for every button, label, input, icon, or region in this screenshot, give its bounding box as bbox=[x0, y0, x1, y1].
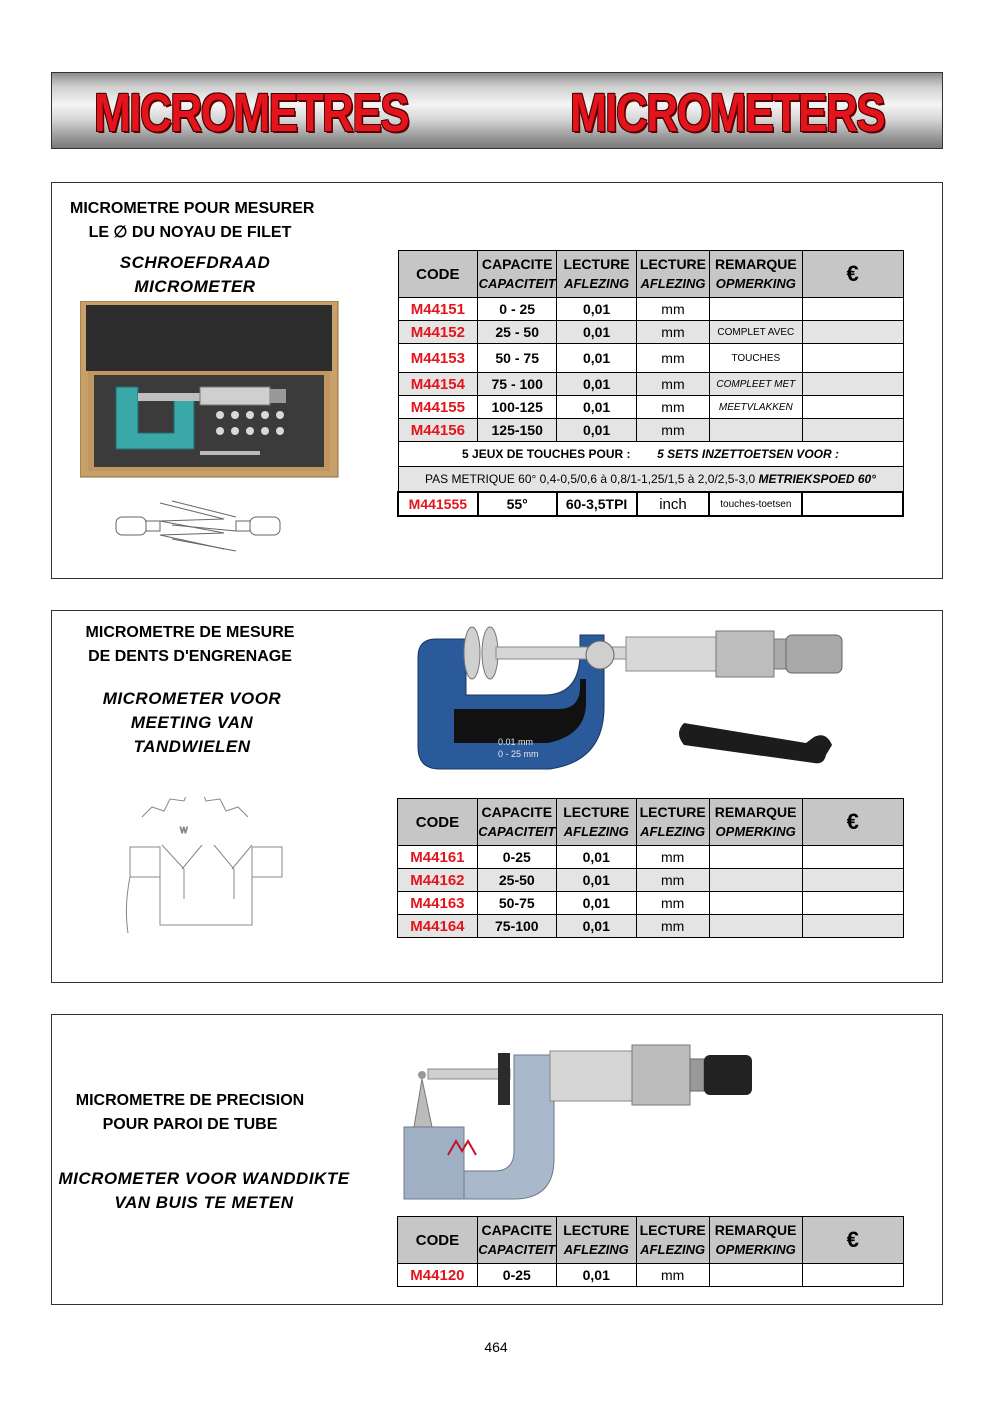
remark-cell bbox=[709, 846, 802, 869]
capacity-cell: 50 - 75 bbox=[478, 344, 557, 373]
reading-cell: 0,01 bbox=[557, 396, 637, 419]
product-code: M44154 bbox=[398, 373, 478, 396]
reading-cell: 0,01 bbox=[556, 892, 636, 915]
product-code: M44155 bbox=[398, 396, 478, 419]
reading-cell: 0,01 bbox=[557, 298, 637, 321]
table-row bbox=[398, 1264, 904, 1287]
svg-text:W: W bbox=[180, 826, 188, 835]
product-code: M44152 bbox=[398, 321, 478, 344]
capacity-cell: 100-125 bbox=[478, 396, 557, 419]
remark-cell bbox=[709, 298, 802, 321]
section-gear-tooth-micrometer bbox=[51, 610, 943, 983]
remark-cell: COMPLEET MET bbox=[709, 373, 802, 396]
unit-cell: mm bbox=[637, 373, 710, 396]
header-code: CODE bbox=[398, 251, 478, 298]
reading-cell: 0,01 bbox=[557, 373, 637, 396]
table-row bbox=[398, 344, 903, 373]
header-remark: REMARQUE OPMERKING bbox=[709, 251, 802, 298]
header-reading: LECTURE AFLEZING bbox=[556, 1217, 636, 1264]
unit-cell: mm bbox=[636, 869, 709, 892]
header-price: € bbox=[802, 251, 903, 298]
unit-cell: mm bbox=[637, 396, 710, 419]
table-row bbox=[398, 298, 903, 321]
table-row bbox=[398, 892, 904, 915]
remark-cell bbox=[709, 892, 802, 915]
header-reading-unit: LECTURE AFLEZING bbox=[636, 799, 709, 846]
tube-micrometer-table bbox=[397, 1216, 904, 1287]
table-row bbox=[398, 321, 903, 344]
product-code: M44120 bbox=[398, 1264, 478, 1287]
unit-cell: mm bbox=[636, 892, 709, 915]
capacity-cell: 0-25 bbox=[477, 1264, 556, 1287]
section3-title-nl: MICROMETER VOOR WANDDIKTE VAN BUIS TE METEN bbox=[58, 1169, 350, 1212]
remark-cell: TOUCHES bbox=[709, 344, 802, 373]
header-code: CODE bbox=[398, 1217, 478, 1264]
note-touches: 5 JEUX DE TOUCHES POUR : 5 SETS INZETTOETSEN VOOR : bbox=[398, 442, 903, 467]
capacity-cell: 125-150 bbox=[478, 419, 557, 442]
remark-cell: touches-toetsen bbox=[709, 492, 802, 516]
table-row bbox=[398, 419, 903, 442]
capacity-cell: 75 - 100 bbox=[478, 373, 557, 396]
title-banner bbox=[51, 72, 943, 149]
section3-title-fr: MICROMETRE DE PRECISION POUR PAROI DE TUBE bbox=[75, 1092, 305, 1133]
remark-cell: MEETVLAKKEN bbox=[709, 396, 802, 419]
remark-cell bbox=[709, 1264, 802, 1287]
price-cell bbox=[802, 321, 903, 344]
dial-label-line1: 0.01 mm bbox=[498, 737, 534, 747]
capacity-cell: 0-25 bbox=[477, 846, 556, 869]
table-note-row bbox=[398, 442, 903, 467]
capacity-cell: 75-100 bbox=[477, 915, 556, 938]
gear-micrometer-image bbox=[414, 617, 854, 785]
reading-cell: 0,01 bbox=[557, 344, 637, 373]
reading-cell: 0,01 bbox=[557, 419, 637, 442]
price-cell bbox=[802, 846, 903, 869]
capacity-cell: 25-50 bbox=[477, 869, 556, 892]
capacity-cell: 25 - 50 bbox=[478, 321, 557, 344]
price-cell bbox=[802, 396, 903, 419]
header-code: CODE bbox=[398, 799, 478, 846]
gear-micrometer-table bbox=[397, 798, 904, 938]
table-header-row bbox=[398, 799, 904, 846]
section-tube-wall-micrometer bbox=[51, 1014, 943, 1305]
price-cell bbox=[802, 492, 903, 516]
header-capacity: CAPACITE CAPACITEIT bbox=[477, 1217, 556, 1264]
reading-cell: 0,01 bbox=[556, 869, 636, 892]
dial-label-line2: 0 - 25 mm bbox=[498, 749, 539, 759]
header-remark: REMARQUE OPMERKING bbox=[709, 1217, 802, 1264]
table-row bbox=[398, 915, 904, 938]
tube-micrometer-image bbox=[398, 1029, 758, 1205]
table-row bbox=[398, 396, 903, 419]
price-cell bbox=[802, 892, 903, 915]
gear-diagram-image bbox=[122, 797, 322, 937]
product-code: M44162 bbox=[398, 869, 478, 892]
table-row bbox=[398, 846, 904, 869]
reading-cell: 60-3,5TPI bbox=[557, 492, 637, 516]
header-price: € bbox=[802, 799, 903, 846]
note-pitch: PAS METRIQUE 60° 0,4-0,5/0,6 à 0,8/1-1,25/1,5 à 2,0/2,5-3,0 METRIEKSPOED 60° bbox=[398, 467, 903, 493]
price-cell bbox=[802, 373, 903, 396]
product-code: M441555 bbox=[398, 492, 478, 516]
page-number: 464 bbox=[484, 1339, 508, 1355]
thread-micrometer-table bbox=[397, 250, 904, 517]
section2-title-fr: MICROMETRE DE MESURE DE DENTS D'ENGRENAGE bbox=[85, 624, 295, 665]
banner-title-fr: MICROMETRES bbox=[94, 83, 409, 143]
thread-diagram-image bbox=[112, 499, 292, 555]
header-remark: REMARQUE OPMERKING bbox=[709, 799, 802, 846]
capacity-cell: 50-75 bbox=[477, 892, 556, 915]
header-capacity: CAPACITE CAPACITEIT bbox=[477, 799, 556, 846]
unit-cell: mm bbox=[637, 344, 710, 373]
section2-title-nl: MICROMETER VOOR MEETING VAN TANDWIELEN bbox=[102, 689, 282, 756]
remark-cell bbox=[709, 869, 802, 892]
unit-cell: mm bbox=[637, 321, 710, 344]
section1-title-nl: SCHROEFDRAAD MICROMETER bbox=[119, 253, 271, 296]
header-capacity: CAPACITE CAPACITEIT bbox=[478, 251, 557, 298]
price-cell bbox=[802, 419, 903, 442]
product-code: M44161 bbox=[398, 846, 478, 869]
table-row bbox=[398, 869, 904, 892]
price-cell bbox=[802, 344, 903, 373]
section1-title-fr: MICROMETRE POUR MESURER LE ∅ DU NOYAU DE FILET bbox=[70, 200, 315, 241]
price-cell bbox=[802, 869, 903, 892]
remark-cell bbox=[709, 915, 802, 938]
table-row bbox=[398, 373, 903, 396]
unit-cell: mm bbox=[637, 298, 710, 321]
unit-cell: mm bbox=[636, 1264, 709, 1287]
table-note-row bbox=[398, 467, 903, 493]
thread-micrometer-case-image bbox=[80, 301, 340, 479]
remark-cell: COMPLET AVEC bbox=[709, 321, 802, 344]
price-cell bbox=[802, 1264, 903, 1287]
reading-cell: 0,01 bbox=[556, 915, 636, 938]
table-row bbox=[398, 492, 903, 516]
table-header-row bbox=[398, 251, 903, 298]
reading-cell: 0,01 bbox=[557, 321, 637, 344]
reading-cell: 0,01 bbox=[556, 846, 636, 869]
product-code: M44163 bbox=[398, 892, 478, 915]
capacity-cell: 0 - 25 bbox=[478, 298, 557, 321]
table-header-row bbox=[398, 1217, 904, 1264]
header-price: € bbox=[802, 1217, 903, 1264]
section-thread-micrometer bbox=[51, 182, 943, 579]
unit-cell: mm bbox=[637, 419, 710, 442]
product-code: M44164 bbox=[398, 915, 478, 938]
capacity-cell: 55° bbox=[478, 492, 557, 516]
unit-cell: mm bbox=[636, 915, 709, 938]
unit-cell: inch bbox=[637, 492, 710, 516]
product-code: M44153 bbox=[398, 344, 478, 373]
header-reading: LECTURE AFLEZING bbox=[556, 799, 636, 846]
header-reading: LECTURE AFLEZING bbox=[557, 251, 637, 298]
unit-cell: mm bbox=[636, 846, 709, 869]
reading-cell: 0,01 bbox=[556, 1264, 636, 1287]
price-cell bbox=[802, 298, 903, 321]
header-reading-unit: LECTURE AFLEZING bbox=[636, 1217, 709, 1264]
header-reading-unit: LECTURE AFLEZING bbox=[637, 251, 710, 298]
product-code: M44156 bbox=[398, 419, 478, 442]
banner-title-nl: MICROMETERS bbox=[570, 83, 885, 143]
price-cell bbox=[802, 915, 903, 938]
remark-cell bbox=[709, 419, 802, 442]
product-code: M44151 bbox=[398, 298, 478, 321]
